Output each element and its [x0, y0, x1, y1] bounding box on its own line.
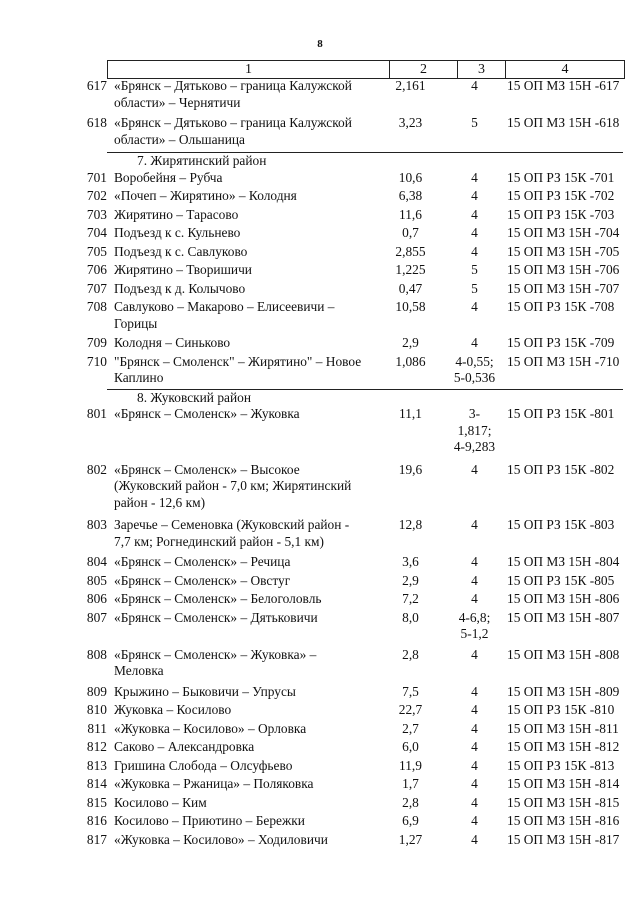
road-category: 4-0,55; 5-0,536 [453, 353, 496, 385]
road-length: 1,7 [402, 776, 419, 791]
road-name: «Жуковка – Косилово» – Ходиловичи [114, 831, 328, 847]
table-row [0, 262, 640, 279]
road-name: «Почеп – Жирятино» – Колодня [114, 188, 297, 203]
road-table [0, 78, 640, 850]
road-category: 4 [471, 225, 478, 240]
page-number: 8 [317, 38, 323, 50]
road-category: 4 [471, 243, 478, 259]
road-category: 4 [471, 702, 478, 717]
table-row [0, 170, 640, 187]
road-category: 4 [471, 335, 478, 350]
road-length: 2,9 [402, 572, 419, 588]
road-name: «Брянск – Дятьково – граница Калужской области» – Чернятичи [114, 78, 352, 110]
road-code: 15 ОП РЗ 15К -802 [507, 461, 615, 477]
road-name: Савлуково – Макарово – Елисеевичи – Горицы [114, 299, 335, 331]
row-number: 705 [86, 243, 107, 259]
road-category: 4 [471, 739, 478, 754]
road-length: 10,58 [395, 299, 426, 314]
row-number: 814 [86, 776, 107, 791]
road-name: Саково – Александровка [114, 739, 255, 754]
table-row [0, 244, 640, 261]
row-number: 817 [86, 831, 107, 847]
row-number: 701 [86, 169, 107, 185]
road-name: Гришина Слобода – Олсуфьево [114, 757, 293, 773]
road-name: «Брянск – Смоленск» – Жуковка [114, 406, 300, 421]
road-code: 15 ОП МЗ 15Н -704 [507, 225, 620, 240]
road-name: Подъезд к с. Савлуково [114, 243, 248, 259]
road-category: 5 [471, 115, 478, 130]
road-name: «Брянск – Смоленск» – Жуковка» – Меловка [114, 646, 317, 678]
road-length: 7,2 [402, 591, 419, 606]
row-number: 708 [86, 299, 107, 314]
table-row [0, 115, 640, 148]
road-length: 11,9 [399, 757, 422, 773]
table-row [0, 406, 640, 456]
table-row [0, 721, 640, 738]
road-category: 3- 1,817; 4-9,283 [453, 406, 496, 454]
road-name: Подъезд к д. Колычово [114, 280, 246, 296]
row-number: 815 [86, 794, 107, 810]
road-code: 15 ОП МЗ 15Н -815 [507, 794, 620, 810]
road-length: 2,161 [395, 78, 426, 93]
road-length: 12,8 [398, 517, 423, 532]
road-length: 19,6 [398, 461, 423, 477]
road-code: 15 ОП РЗ 15К -805 [507, 572, 615, 588]
table-row [0, 832, 640, 849]
row-number: 805 [86, 572, 107, 588]
road-length: 1,225 [395, 262, 426, 277]
road-code: 15 ОП МЗ 15Н -808 [507, 646, 620, 662]
road-name: «Брянск – Смоленск» – Белоголовль [114, 591, 322, 606]
road-length: 2,9 [402, 335, 419, 350]
road-length: 2,855 [395, 243, 426, 259]
road-name: Подъезд к с. Кульнево [114, 225, 241, 240]
row-number: 703 [86, 206, 107, 222]
row-number: 801 [86, 406, 107, 421]
table-row [0, 188, 640, 205]
road-length: 6,38 [398, 188, 423, 203]
road-length: 22,7 [398, 702, 423, 717]
road-category: 4 [471, 831, 478, 847]
road-length: 0,7 [402, 225, 419, 240]
header-col-2: 2 [390, 61, 458, 78]
road-category: 4 [471, 591, 478, 606]
road-length: 8,0 [402, 609, 419, 625]
road-category: 4 [471, 299, 478, 314]
road-length: 1,086 [395, 353, 426, 369]
table-header [107, 60, 625, 79]
table-row [0, 591, 640, 608]
row-number: 809 [86, 683, 107, 699]
table-row [0, 573, 640, 590]
road-code: 15 ОП МЗ 15Н -811 [507, 720, 619, 736]
row-number: 709 [86, 335, 107, 350]
road-name: «Жуковка – Ржаница» – Поляковка [114, 776, 314, 791]
road-name: «Брянск – Дятьково – граница Калужской области» – Ольшаница [114, 115, 352, 147]
road-code: 15 ОП МЗ 15Н -804 [507, 554, 620, 569]
row-number: 710 [86, 353, 107, 369]
road-length: 6,9 [402, 813, 419, 828]
road-category: 4 [471, 461, 478, 477]
road-category: 4 [471, 572, 478, 588]
road-category: 4 [471, 646, 478, 662]
section-heading [107, 152, 623, 170]
table-row [0, 207, 640, 224]
road-name: Заречье – Семеновка (Жуковский район - 7,7 км; Рогнединский район - 5,1 км) [114, 517, 350, 549]
road-length: 2,8 [402, 794, 419, 810]
road-category: 4 [471, 78, 478, 93]
road-length: 3,6 [402, 554, 419, 569]
row-number: 806 [86, 591, 107, 606]
road-name: «Брянск – Смоленск» – Речица [114, 554, 291, 569]
road-name: Жуковка – Косилово [114, 702, 232, 717]
road-code: 15 ОП МЗ 15Н -806 [507, 591, 620, 606]
table-row [0, 647, 640, 680]
road-category: 4 [471, 206, 478, 222]
road-name: "Брянск – Смоленск" – Жирятино" – Новое Каплино [114, 353, 362, 385]
table-row [0, 281, 640, 298]
road-code: 15 ОП МЗ 15Н -706 [507, 262, 620, 277]
row-number: 816 [86, 813, 107, 828]
table-row [0, 517, 640, 550]
table-row [0, 702, 640, 719]
road-category: 4 [471, 517, 478, 532]
road-length: 1,27 [398, 831, 423, 847]
row-number: 706 [86, 262, 107, 277]
row-number: 618 [86, 115, 107, 130]
road-category: 4 [471, 169, 478, 185]
road-code: 15 ОП МЗ 15Н -812 [507, 739, 620, 754]
header-col-4: 4 [561, 61, 569, 77]
table-row [0, 78, 640, 111]
road-length: 2,7 [402, 720, 419, 736]
road-category: 4 [471, 188, 478, 203]
section-heading [107, 389, 623, 407]
road-length: 10,6 [398, 169, 423, 185]
road-code: 15 ОП МЗ 15Н -618 [507, 115, 620, 130]
row-number: 704 [86, 225, 107, 240]
road-code: 15 ОП РЗ 15К -701 [507, 169, 615, 185]
row-number: 802 [86, 461, 107, 477]
row-number: 617 [86, 78, 107, 93]
road-name: «Брянск – Смоленск» – Высокое (Жуковский район - 7,0 км; Жирятинский район - 12,6 км) [114, 461, 352, 510]
road-code: 15 ОП РЗ 15К -709 [507, 335, 615, 350]
road-code: 15 ОП РЗ 15К -813 [507, 757, 615, 773]
table-row [0, 776, 640, 793]
road-length: 0,47 [398, 280, 423, 296]
road-name: Жирятино – Тарасово [114, 206, 239, 222]
road-length: 11,6 [399, 206, 422, 222]
road-length: 7,5 [402, 683, 419, 699]
table-row [0, 225, 640, 242]
row-number: 811 [87, 720, 107, 736]
row-number: 807 [86, 609, 107, 625]
table-row [0, 354, 640, 387]
row-number: 702 [86, 188, 107, 203]
road-name: «Жуковка – Косилово» – Орловка [114, 720, 307, 736]
road-name: Косилово – Ким [114, 794, 207, 810]
road-length: 3,23 [398, 115, 423, 130]
road-code: 15 ОП МЗ 15Н -710 [507, 353, 620, 369]
road-name: Воробейня – Рубча [114, 169, 223, 185]
road-category: 4 [471, 813, 478, 828]
section-title: 7. Жирятинский район [137, 153, 267, 168]
row-number: 808 [86, 646, 107, 662]
table-row [0, 813, 640, 830]
section-title: 8. Жуковский район [137, 389, 251, 405]
road-code: 15 ОП МЗ 15Н -705 [507, 243, 620, 259]
row-number: 707 [86, 280, 107, 296]
road-category: 4 [471, 683, 478, 699]
road-name: Колодня – Синьково [114, 335, 231, 350]
road-name: Крыжино – Быковичи – Упрусы [114, 683, 296, 699]
road-code: 15 ОП МЗ 15Н -707 [507, 280, 620, 296]
table-row [0, 610, 640, 643]
row-number: 813 [86, 757, 107, 773]
row-number: 812 [86, 739, 107, 754]
road-name: Жирятино – Творишичи [114, 262, 252, 277]
table-row [0, 758, 640, 775]
road-code: 15 ОП РЗ 15К -702 [507, 188, 615, 203]
table-row [0, 462, 640, 512]
road-code: 15 ОП РЗ 15К -803 [507, 517, 615, 532]
header-col-1: 1 [108, 61, 390, 78]
road-code: 15 ОП МЗ 15Н -617 [507, 78, 620, 93]
road-code: 15 ОП МЗ 15Н -817 [507, 831, 620, 847]
road-category: 4 [471, 794, 478, 810]
table-row [0, 554, 640, 571]
road-length: 2,8 [402, 646, 419, 662]
road-category: 4 [471, 720, 478, 736]
road-category: 4 [471, 757, 478, 773]
row-number: 803 [86, 517, 107, 532]
road-code: 15 ОП МЗ 15Н -807 [507, 609, 620, 625]
road-name: «Брянск – Смоленск» – Дятьковичи [114, 609, 318, 625]
table-row [0, 684, 640, 701]
road-code: 15 ОП РЗ 15К -708 [507, 299, 615, 314]
table-row [0, 335, 640, 352]
row-number: 810 [86, 702, 107, 717]
road-category: 4 [471, 554, 478, 569]
header-col-3: 3 [458, 61, 506, 78]
road-category: 4-6,8; 5-1,2 [458, 609, 491, 641]
table-row [0, 739, 640, 756]
road-code: 15 ОП МЗ 15Н -809 [507, 683, 620, 699]
road-category: 5 [471, 280, 478, 296]
road-code: 15 ОП МЗ 15Н -814 [507, 776, 620, 791]
road-code: 15 ОП МЗ 15Н -816 [507, 813, 620, 828]
road-name: «Брянск – Смоленск» – Овстуг [114, 572, 291, 588]
road-length: 6,0 [402, 739, 419, 754]
table-row [0, 795, 640, 812]
table-row [0, 299, 640, 332]
road-length: 11,1 [399, 406, 422, 421]
road-name: Косилово – Приютино – Бережки [114, 813, 305, 828]
road-code: 15 ОП РЗ 15К -801 [507, 406, 615, 421]
road-code: 15 ОП РЗ 15К -703 [507, 206, 615, 222]
road-code: 15 ОП РЗ 15К -810 [507, 702, 615, 717]
road-category: 5 [471, 262, 478, 277]
row-number: 804 [86, 554, 107, 569]
road-category: 4 [471, 776, 478, 791]
